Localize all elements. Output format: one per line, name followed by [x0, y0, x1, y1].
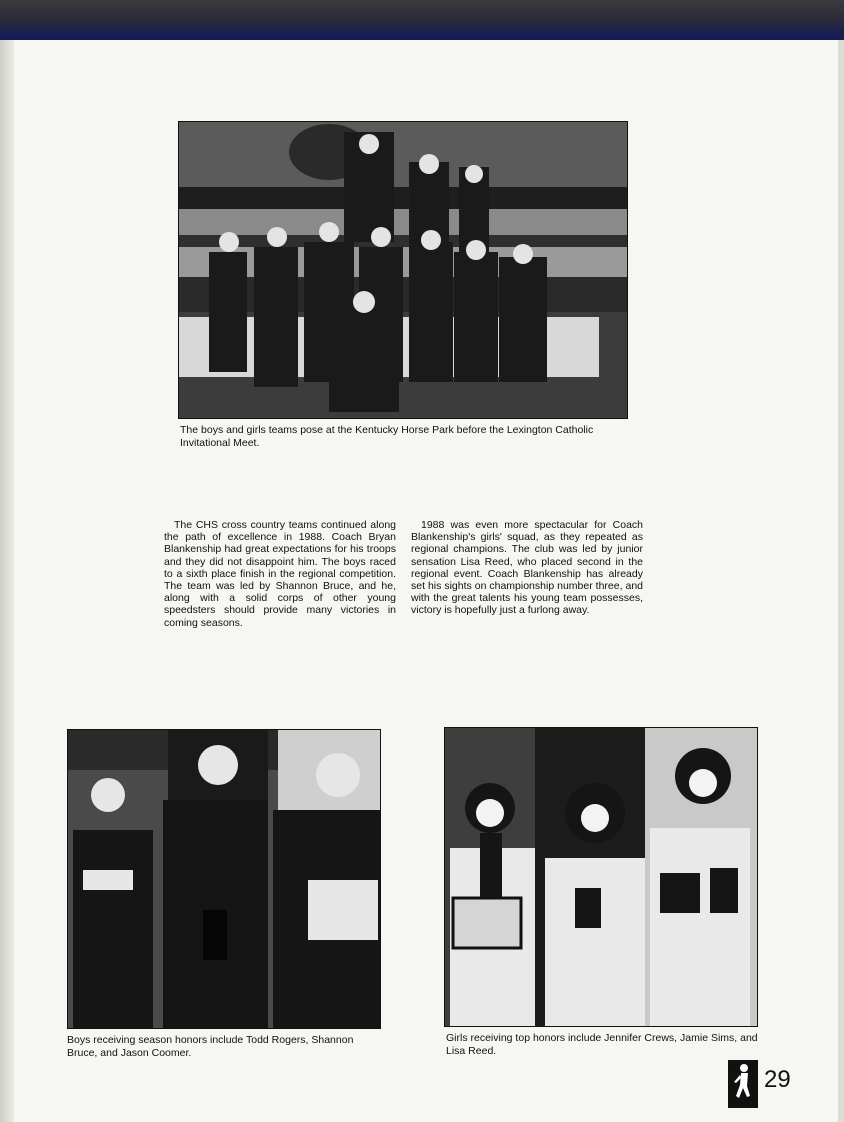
article-paragraph: The CHS cross country teams continued along the path of excellence in 1988. Coach Bryan Blankenship had great expectations for his troops and they did not disappoint him. The boys raced to a sixth place finish in the regional competition. The team was led by Shannon Bruce, and he, along with a solid corps of other young speedsters should provide many victories in coming seasons. [164, 519, 396, 629]
article-column-right [411, 519, 643, 617]
binding-edge [0, 40, 14, 1122]
page-right-edge [838, 40, 844, 1122]
runner-icon [728, 1060, 758, 1108]
boys-honors-photo [67, 729, 381, 1029]
girls-honors-photo [444, 727, 758, 1027]
article-column-left [164, 519, 396, 629]
girls-honors-caption: Girls receiving top honors include Jennifer Crews, Jamie Sims, and Lisa Reed. [446, 1032, 758, 1057]
team-photo [178, 121, 628, 419]
page-number: 29 [764, 1066, 791, 1093]
page-top-shadow [0, 0, 844, 40]
team-photo-caption: The boys and girls teams pose at the Kentucky Horse Park before the Lexington Catholic Invitational Meet. [180, 424, 594, 449]
boys-honors-caption: Boys receiving season honors include Todd Rogers, Shannon Bruce, and Jason Coomer. [67, 1034, 354, 1059]
article-paragraph: 1988 was even more spectacular for Coach Blankenship's girls' squad, as they repeated as regional champions. The club was led by junior sensation Lisa Reed, who placed second in the regional event. Coach Blankenship has already set his sights on championship number three, and with the great talents his young team possesses, victory is hopefully just a furlong away. [411, 519, 643, 617]
